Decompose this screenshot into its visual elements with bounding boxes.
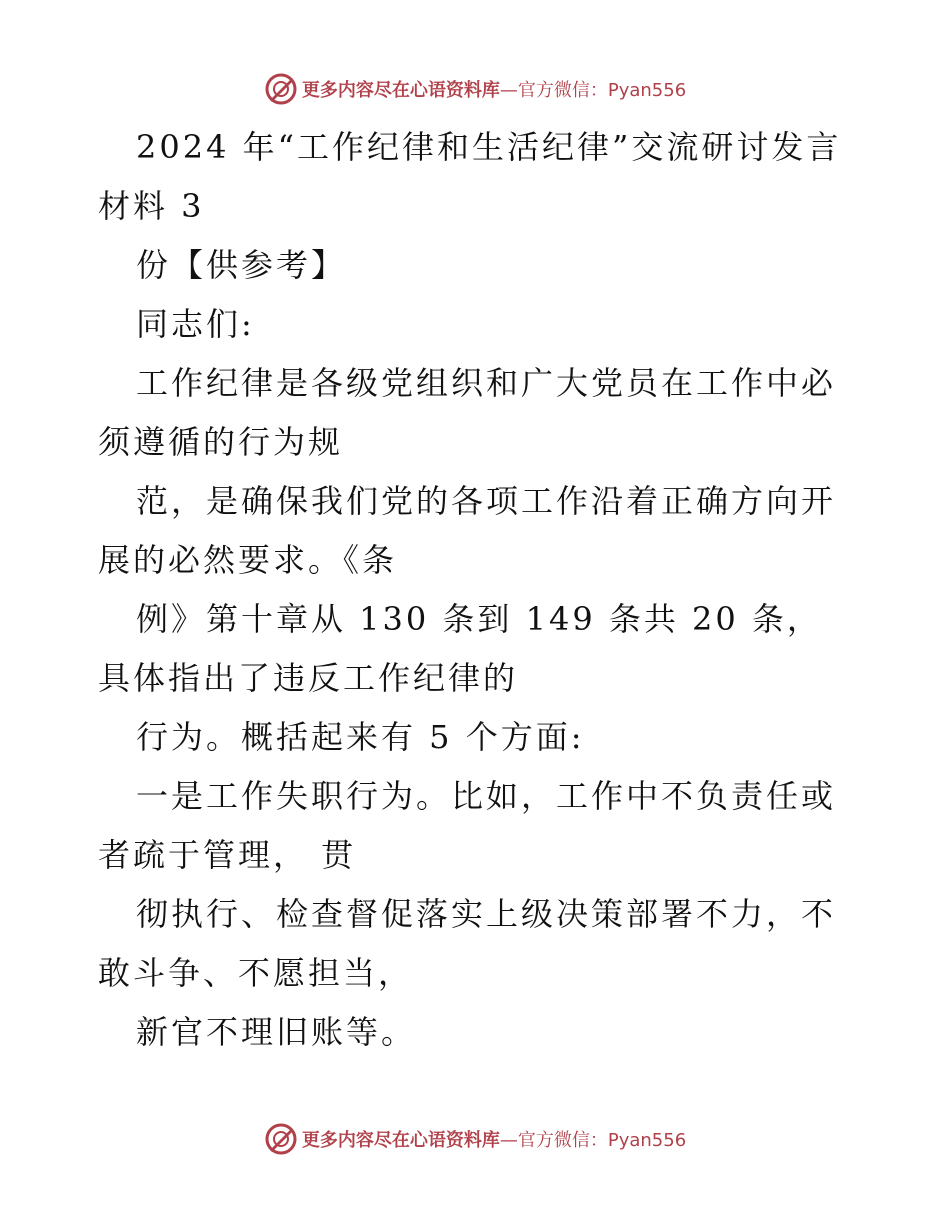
paragraph-body: 新官不理旧账等。 (136, 1013, 417, 1051)
paragraph-title: 2024 年“工作纪律和生活纪律”交流研讨发言材料 3 (98, 128, 842, 225)
paragraph-body: 彻执行、检查督促落实上级决策部署不力，不敢斗争、不愿担当， (98, 895, 837, 992)
pen-logo-icon (264, 72, 298, 106)
paragraph-body: 行为。概括起来有 5 个方面: (136, 718, 585, 756)
banner-main-text: 更多内容尽在心语资料库 (301, 80, 500, 101)
banner-wechat-label: 官方微信：Pyan556 (517, 1130, 687, 1151)
banner-separator: — (499, 80, 518, 101)
pen-logo-icon (264, 1122, 298, 1156)
paragraph-title-cont: 份【供参考】 (136, 246, 347, 284)
banner-wechat-label: 官方微信：Pyan556 (517, 80, 687, 101)
footer-watermark-banner (0, 1122, 950, 1156)
banner-separator: — (499, 1130, 518, 1151)
paragraph-body: 范，是确保我们党的各项工作沿着正确方向开展的必然要求。《条 (98, 482, 837, 579)
paragraph-body: 一是工作失职行为。比如，工作中不负责任或者疏于管理， 贯 (98, 777, 837, 874)
document-body (98, 118, 854, 1062)
banner-main-text: 更多内容尽在心语资料库 (301, 1130, 500, 1151)
paragraph-salutation: 同志们: (136, 305, 255, 343)
header-watermark-banner (0, 72, 950, 106)
paragraph-body: 工作纪律是各级党组织和广大党员在工作中必须遵循的行为规 (98, 364, 837, 461)
paragraph-body: 例》第十章从 130 条到 149 条共 20 条，具体指出了违反工作纪律的 (98, 600, 822, 697)
